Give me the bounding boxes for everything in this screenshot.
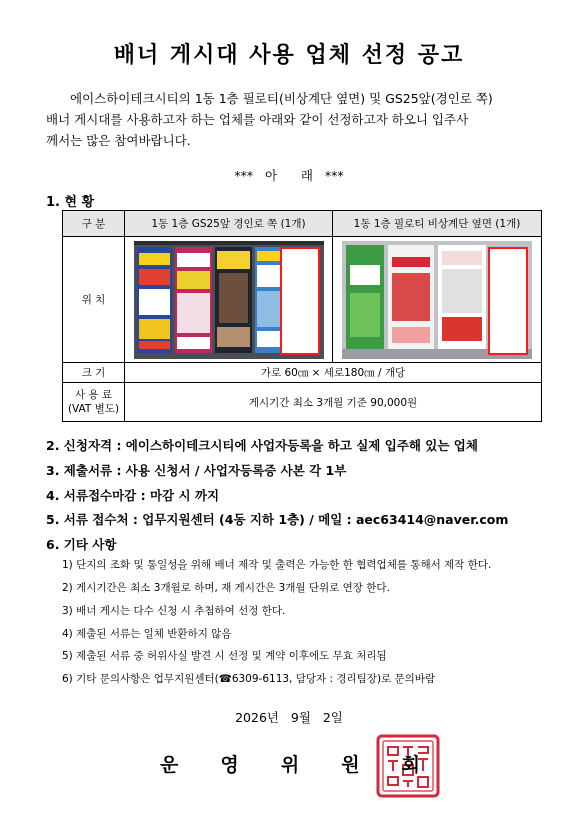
notice-title: 배너 게시대 사용 업체 선정 공고 [113,43,465,68]
section-4-deadline: 4. 서류접수마감 : 마감 시 까지 [46,488,220,503]
size-value: 가로 60㎝ × 세로180㎝ / 개당 [125,363,542,383]
photo-cell-a [125,237,333,363]
section-6-item-2: 2) 게시기간은 최소 3개월로 하며, 재 게시간은 3개월 단위로 연장 한다. [62,582,390,594]
redaction-box [488,247,528,355]
banner-photo-gs25 [134,241,324,359]
fee-value: 게시기간 최소 3개월 기준 90,000원 [125,383,542,422]
intro-line-2: 배너 게시대를 사용하고자 하는 업체를 아래와 같이 선정하고자 하오니 입주사 [46,112,469,127]
table-header-location-a: 1동 1층 GS25앞 경인로 쪽 (1개) [125,211,333,237]
section-2-eligibility: 2. 신청자격 : 에이스하이테크시티에 사업자등록을 하고 실제 입주해 있는 업체 [46,438,478,453]
fee-label-line1: 사 용 료 [74,389,113,401]
committee-char: 운 [160,754,179,776]
table-header-location-b: 1동 1층 필로티 비상계단 옆면 (1개) [333,211,542,237]
notice-date: 2026년 9월 2일 [235,710,343,725]
intro-line-1: 에이스하이테크시티의 1동 1층 필로티(비상계단 옆면) 및 GS25앞(경인로 쪽) [70,91,493,106]
banner-photo-piloti [342,241,532,359]
status-table [62,210,542,422]
intro-paragraph [46,88,546,151]
section-3-documents: 3. 제출서류 : 사용 신청서 / 사업자등록증 사본 각 1부 [46,463,347,478]
row-label-size: 크 기 [63,363,125,383]
fee-label-line2: (VAT 별도) [67,403,120,415]
section-5-submission: 5. 서류 접수처 : 업무지원센터 (4동 지하 1층) / 메일 : aec63414@naver.com [46,512,509,527]
row-label-position: 위 치 [63,237,125,363]
committee-char: 영 [220,754,239,776]
section-1-heading: 1. 현 황 [46,195,95,210]
photo-cell-b [333,237,542,363]
redaction-box [280,247,320,355]
committee-char: 위 [280,754,300,776]
committee-char: 원 [341,754,360,776]
section-6-item-6: 6) 기타 문의사항은 업무지원센터(☎6309-6113, 담당자 : 경리팀장)로 문의바람 [62,673,436,685]
section-divider-ahrae: *** 아 래 *** [234,168,344,183]
section-6-item-5: 5) 제출된 서류 중 허위사실 발견 시 선정 및 계약 이후에도 무효 처리됨 [62,650,387,662]
intro-line-3: 께서는 많은 참여바랍니다. [46,133,191,148]
committee-signature [160,750,420,777]
section-6-item-4: 4) 제출된 서류는 일체 반환하지 않음 [62,628,232,640]
row-label-fee [63,383,125,422]
section-6-item-3: 3) 배너 게시는 다수 신청 시 추첨하여 선정 한다. [62,605,286,617]
table-header-category: 구 분 [63,211,125,237]
section-6-heading: 6. 기타 사항 [46,537,117,552]
committee-char: 회 [401,754,420,776]
section-6-item-1: 1) 단지의 조화 및 통일성을 위해 배너 제작 및 출력은 가능한 한 협력업체를 통해서 제작 한다. [62,559,492,571]
